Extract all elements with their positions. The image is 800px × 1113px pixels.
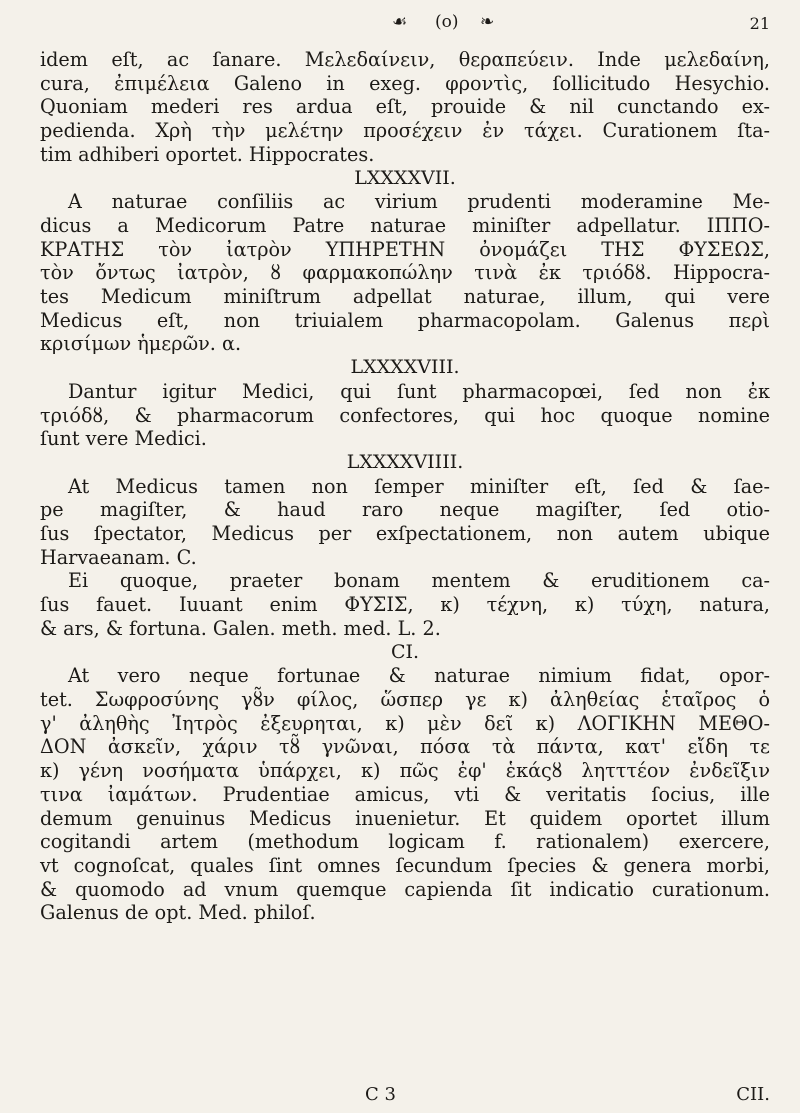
text-line: ſunt vere Medici.: [40, 427, 207, 451]
text-line: τὸν ὄντως ἰατρὸν, ȣ φαρμακοπώλην τινὰ ἐκ τριόδȣ. Hippocra-: [40, 261, 770, 285]
ornament-left-icon: ☙: [392, 12, 408, 32]
text-line: tes Medicum miniſtrum adpellat naturae, illum, qui vere: [40, 285, 770, 309]
text-line: pedienda. Χρὴ τὴν μελέτην προσέχειν ἐν τάχει. Curationem ſta-: [40, 119, 770, 143]
text-line: & quomodo ad vnum quemque capienda ſit indicatio curationum.: [40, 877, 770, 901]
text-line: Ei quoque, praeter bonam mentem & eruditionem ca-: [68, 569, 770, 593]
catchword: CII.: [736, 1084, 770, 1105]
text-line: pe magiſter, & haud raro neque magiſter, ſed otio-: [40, 498, 770, 522]
text-line: At Medicus tamen non ſemper miniſter eſt, ſed & ſae-: [68, 474, 770, 498]
text-line: ΔΟΝ ἀσκεῖν, χάριν τȣ̃ γνῶναι, πόσα τὰ πάντα, κατ' εἴδη τε: [40, 735, 770, 759]
text-line: Harvaeanam. C.: [40, 545, 197, 569]
text-line: idem eſt, ac ſanare. Μελεδαίνειν, θεραπεύειν. Inde μελεδαίνη,: [40, 48, 770, 71]
text-line: cogitandi artem (methodum logicam f. rationalem) exercere,: [40, 830, 770, 854]
text-line: τινα ἰαμάτων. Prudentiae amicus, vti & veritatis ſocius, ille: [40, 782, 770, 806]
center-mark: (o): [435, 12, 459, 32]
text-line: At vero neque fortunae & naturae nimium fidat, opor-: [68, 664, 770, 688]
text-line: cura, ἐπιμέλεια Galeno in exeg. φροντὶς, ſollicitudo Hesychio.: [40, 71, 770, 95]
text-line: ſus fauet. Iuuant enim ΦΥΣΙΣ, κ) τέχνη, κ) τύχη, natura,: [40, 593, 770, 617]
text-line: tim adhiberi oportet. Hippocrates.: [40, 142, 375, 166]
running-head: [380, 12, 770, 42]
text-line: κρισίμων ἡμερῶν. α.: [40, 332, 242, 356]
text-line: γ' ἀληθὴς Ἰητρὸς ἐξευρηται, κ) μὲν δεῖ κ) ΛΟΓΙΚΗΝ ΜΕΘΟ-: [40, 711, 770, 735]
text-line: A naturae conſiliis ac virium prudenti moderamine Me-: [68, 190, 770, 214]
text-line: & ars, & fortuna. Galen. meth. med. L. 2.: [40, 616, 441, 640]
signature-mark: C 3: [365, 1084, 396, 1105]
text-line: ſus ſpectator, Medicus per exſpectationem, non autem ubique: [40, 522, 770, 546]
text-line: tet. Σωφροσύνης γȣ̃ν φίλος, ὥσπερ γε κ) ἀληθείας ἑταῖρος ὁ: [40, 687, 770, 711]
section-number: LXXXXVII.: [354, 166, 456, 189]
text-line: Quoniam mederi res ardua eſt, prouide & nil cunctando ex-: [40, 95, 770, 119]
text-line: κ) γένη νοσήματα ὑπάρχει, κ) πῶς ἐφ' ἑκάςȣ λητττέον ἐνδεῖξιν: [40, 759, 770, 783]
text-line: τριόδȣ, & pharmacorum confectores, qui hoc quoque nomine: [40, 403, 770, 427]
page-number: 21: [749, 14, 770, 33]
text-line: Dantur igitur Medici, qui ſunt pharmacopœi, ſed non ἐκ: [68, 379, 770, 403]
ornament-right-icon: ❧: [480, 12, 495, 32]
section-number: CI.: [390, 640, 420, 663]
text-line: dicus a Medicorum Patre naturae miniſter adpellatur. ΙΠΠΟ-: [40, 213, 770, 237]
text-line: ΚΡΑΤΗΣ τὸν ἰατρὸν ΥΠΗΡΕΤΗΝ ὀνομάζει ΤΗΣ ΦΥΣΕΩΣ,: [40, 237, 770, 261]
text-line: vt cognoſcat, quales ſint omnes ſecundum ſpecies & genera morbi,: [40, 853, 770, 877]
text-line: demum genuinus Medicus inuenietur. Et quidem oportet illum: [40, 806, 770, 830]
text-line: Galenus de opt. Med. philoſ.: [40, 901, 316, 925]
section-number: LXXXXVIII.: [350, 356, 460, 379]
section-number: LXXXXVIIII.: [346, 450, 464, 473]
page-body: [40, 48, 770, 925]
text-line: Medicus eſt, non triuialem pharmacopolam. Galenus περὶ: [40, 308, 770, 332]
